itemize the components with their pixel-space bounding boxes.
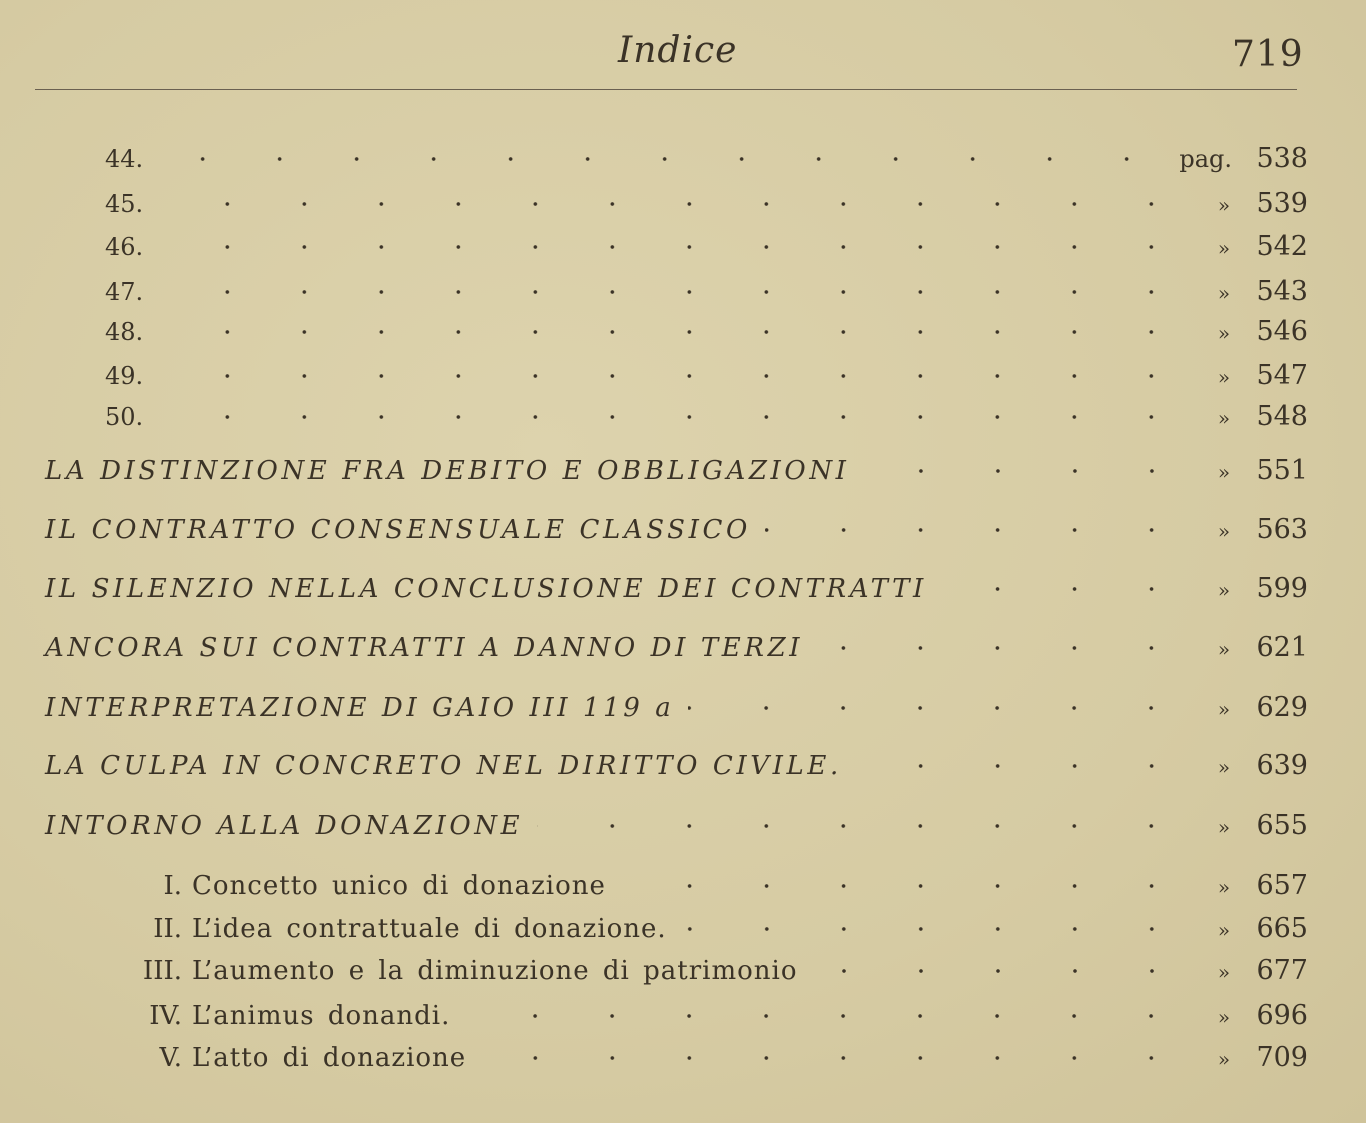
ditto-mark: » bbox=[1217, 637, 1231, 661]
index-entry bbox=[45, 750, 1308, 781]
ditto-mark: » bbox=[1217, 321, 1231, 345]
index-entry bbox=[105, 401, 1308, 432]
ditto-mark: » bbox=[1217, 193, 1231, 217]
ditto-mark: » bbox=[1217, 755, 1231, 779]
entry-number: 48. bbox=[105, 318, 144, 346]
entry-number: 49. bbox=[105, 362, 144, 390]
index-entry bbox=[45, 573, 1308, 604]
ditto-mark: » bbox=[1217, 365, 1231, 389]
entry-page: 677 bbox=[1256, 955, 1308, 986]
index-entry bbox=[110, 1042, 1308, 1073]
dot-leader bbox=[817, 646, 1190, 650]
index-entry bbox=[105, 276, 1308, 307]
ditto-mark: » bbox=[1217, 1047, 1231, 1071]
entry-page: 546 bbox=[1256, 316, 1308, 347]
ditto-mark: » bbox=[1217, 406, 1231, 430]
entry-page: 655 bbox=[1256, 810, 1308, 841]
section-numeral: V. bbox=[159, 1043, 182, 1073]
entry-page: 547 bbox=[1256, 360, 1308, 391]
entry-page: 657 bbox=[1256, 870, 1308, 901]
index-entry bbox=[105, 231, 1308, 262]
ditto-mark: » bbox=[1217, 519, 1231, 543]
section-title: Concetto unico di donazione bbox=[192, 871, 606, 901]
ditto-mark: » bbox=[1217, 697, 1231, 721]
dot-leader bbox=[864, 469, 1190, 473]
chapter-title: IL CONTRATTO CONSENSUALE CLASSICO bbox=[45, 515, 751, 545]
section-numeral: IV. bbox=[149, 1001, 182, 1031]
index-entry bbox=[105, 360, 1308, 391]
entry-page: 599 bbox=[1256, 573, 1308, 604]
section-title: L’atto di donazione bbox=[192, 1043, 467, 1073]
chapter-title: INTERPRETAZIONE DI GAIO III 119 a bbox=[45, 693, 675, 723]
dot-leader bbox=[157, 330, 1190, 334]
ditto-mark: » bbox=[1217, 918, 1231, 942]
entry-number: 50. bbox=[105, 403, 144, 431]
dot-leader bbox=[681, 927, 1190, 931]
entry-number: 47. bbox=[105, 278, 144, 306]
dot-leader bbox=[812, 969, 1191, 973]
entry-page: 621 bbox=[1256, 632, 1308, 663]
page-number: 719 bbox=[1232, 34, 1304, 75]
section-title: L’idea contrattuale di donazione. bbox=[192, 914, 667, 944]
entry-page: 639 bbox=[1256, 750, 1308, 781]
entry-page: 665 bbox=[1256, 913, 1308, 944]
entry-page: 542 bbox=[1256, 231, 1308, 262]
dot-leader bbox=[157, 374, 1190, 378]
page-prefix: pag. bbox=[1179, 145, 1232, 173]
entry-page: 539 bbox=[1256, 188, 1308, 219]
entry-page: 563 bbox=[1256, 514, 1308, 545]
index-entry bbox=[45, 692, 1308, 723]
chapter-title: INTORNO ALLA DONAZIONE bbox=[45, 811, 524, 841]
dot-leader bbox=[856, 764, 1190, 768]
dot-leader bbox=[941, 587, 1190, 591]
entry-page: 629 bbox=[1256, 692, 1308, 723]
section-numeral: I. bbox=[163, 871, 182, 901]
entry-number: 44. bbox=[105, 145, 144, 173]
section-title: L’animus donandi. bbox=[192, 1001, 451, 1031]
section-title: L’aumento e la diminuzione di patrimonio bbox=[192, 956, 798, 986]
entry-page: 543 bbox=[1256, 276, 1308, 307]
dot-leader bbox=[537, 824, 1190, 828]
ditto-mark: » bbox=[1217, 1005, 1231, 1029]
dot-leader bbox=[620, 884, 1190, 888]
dot-leader bbox=[464, 1014, 1190, 1018]
ditto-mark: » bbox=[1217, 960, 1231, 984]
index-entry bbox=[105, 316, 1308, 347]
index-entry bbox=[110, 913, 1308, 944]
header-rule bbox=[35, 89, 1297, 90]
index-entry bbox=[45, 455, 1308, 486]
index-entry bbox=[110, 870, 1308, 901]
dot-leader bbox=[157, 245, 1190, 249]
index-entry bbox=[105, 188, 1308, 219]
chapter-title: LA CULPA IN CONCRETO NEL DIRITTO CIVILE. bbox=[45, 751, 842, 781]
index-entry bbox=[110, 1000, 1308, 1031]
ditto-mark: » bbox=[1217, 236, 1231, 260]
entry-page: 696 bbox=[1256, 1000, 1308, 1031]
index-entry bbox=[45, 632, 1308, 663]
ditto-mark: » bbox=[1217, 460, 1231, 484]
index-entry bbox=[110, 955, 1308, 986]
dot-leader bbox=[765, 528, 1190, 532]
ditto-mark: » bbox=[1217, 875, 1231, 899]
dot-leader bbox=[157, 157, 1165, 161]
entry-number: 45. bbox=[105, 190, 144, 218]
index-entry bbox=[45, 810, 1308, 841]
entry-page: 538 bbox=[1256, 143, 1308, 174]
dot-leader bbox=[157, 202, 1190, 206]
running-header-title: Indice bbox=[618, 30, 738, 71]
ditto-mark: » bbox=[1217, 281, 1231, 305]
ditto-mark: » bbox=[1217, 578, 1231, 602]
entry-page: 551 bbox=[1256, 455, 1308, 486]
dot-leader bbox=[157, 290, 1190, 294]
dot-leader bbox=[480, 1056, 1190, 1060]
dot-leader bbox=[157, 415, 1190, 419]
entry-number: 46. bbox=[105, 233, 144, 261]
chapter-title: LA DISTINZIONE FRA DEBITO E OBBLIGAZIONI bbox=[45, 456, 850, 486]
index-entry bbox=[105, 143, 1308, 174]
section-numeral: II. bbox=[153, 914, 182, 944]
chapter-title: ANCORA SUI CONTRATTI A DANNO DI TERZI bbox=[45, 633, 804, 663]
index-entry bbox=[45, 514, 1308, 545]
section-numeral: III. bbox=[142, 956, 182, 986]
ditto-mark: » bbox=[1217, 815, 1231, 839]
dot-leader bbox=[688, 706, 1190, 710]
entry-page: 709 bbox=[1256, 1042, 1308, 1073]
chapter-title: IL SILENZIO NELLA CONCLUSIONE DEI CONTRATTI bbox=[45, 574, 927, 604]
entry-page: 548 bbox=[1256, 401, 1308, 432]
